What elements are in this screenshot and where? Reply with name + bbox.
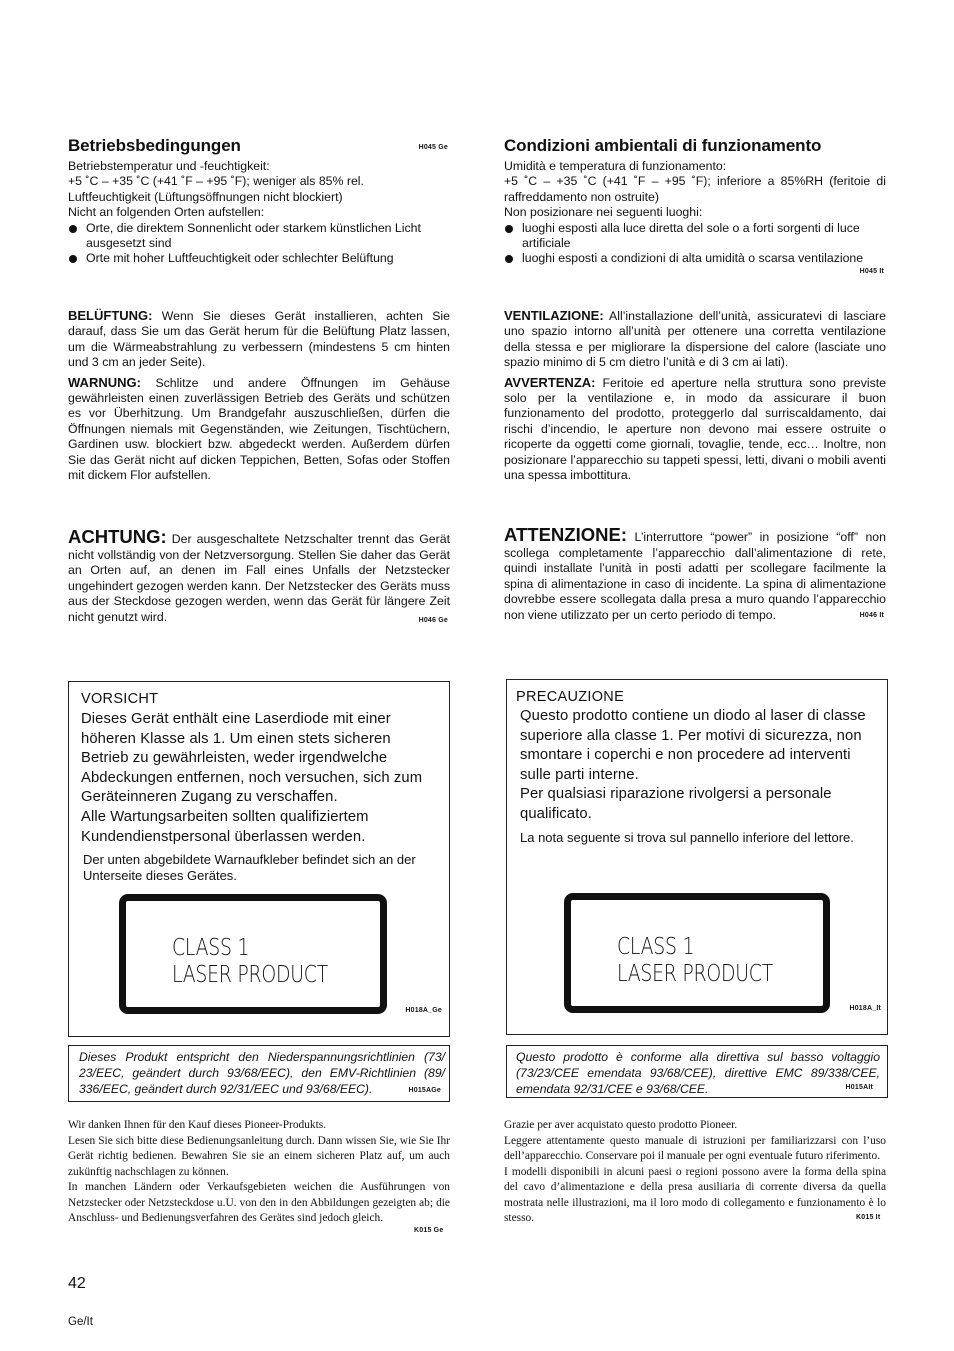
it-thanks-text: Grazie per aver acquistato questo prodotto Pioneer. Leggere attentamente questo manuale di istruzioni per familiarizzarsi con l’uso dell’apparecchio. Conservare poi il manuale per ogni eventuale futuro riferimento. I modelli disponibili in alcuni paesi o regioni possono avere la forma della spina del cavo d’alimentazione e della presa ausiliaria di corrente diversa da quella mostrata nelle illustrazioni, ma il loro modo di collegamento e funzionamento è lo stesso. <box>504 1119 886 1224</box>
de-env-title: Betriebsbedingungen <box>68 136 241 155</box>
it-laser-title: PRECAUZIONE <box>516 689 625 705</box>
de-thanks-text: Wir danken Ihnen für den Kauf dieses Pioneer-Produkts. Lesen Sie sich bitte diese Bedienungsanleitung durch. Dann wissen Sie, wie Sie Ihr Gerät richtig bedienen. Bewahren Sie sie an einem sicheren Platz auf, um auch zukünftig nachschlagen zu können. In manchen Ländern oder Verkaufsgebieten weichen die Ausführungen von Netzstecker oder Netzsteckdose u.U. von den in den Abbildungen gezeigten ab; die Anschluss- und Bedienungsverfahren des Gerätes sind jedoch gleich. <box>68 1119 450 1224</box>
page-number: 42 <box>68 1275 86 1292</box>
de-env-code: H045 Ge <box>418 144 448 151</box>
it-directive-box <box>506 1045 888 1098</box>
de-warn-lead: WARNUNG: <box>68 374 141 390</box>
it-warn-text: Feritoie ed aperture nella struttura sono previste solo per la ventilazione e, in modo da assicurare il buon funzionamento del prodotto, proteggerlo dal surriscaldamento, dai rischi d’incendio, le aperture non devono mai essere ostruite o ricoperte da oggetti come giornali, tovaglie, tende, ecc… Inoltre, non posizionare l’apparecchio su tappeti spessi, letti, divani o mobili aventi una spessa imbottitura. <box>504 375 886 483</box>
it-label-line2: LASER PRODUCT <box>617 961 773 987</box>
de-warn-text: Schlitze und andere Öffnungen im Gehäuse gewährleisten einen zuverlässigen Betrieb des Geräts und schützen es vor Überhitzung. Um Brandgefahr auszuschließen, dürfen die Öffnungen niemals mit Gegenständen, wie Zeitungen, Tischtüchern, Gardinen usw. blockiert bzw. abgedeckt werden. Außerdem dürfen Sie das Gerät nicht auf dicken Teppichen, Betten, Sofas oder Stoffen mit dickem Flor aufstellen. <box>68 375 450 483</box>
bullet-icon <box>69 225 77 233</box>
it-ventilation <box>504 308 886 483</box>
it-warn-lead: AVVERTENZA: <box>504 374 596 390</box>
it-caution-code: H046 It <box>859 611 884 619</box>
de-env-line3: Nicht an folgenden Orten aufstellen: <box>68 205 265 220</box>
it-operating-conditions <box>504 136 886 277</box>
de-laser-warning-box <box>68 681 450 1037</box>
it-env-bullet-2: luoghi esposti a condizioni di alta umidità o scarsa ventilazione <box>504 251 886 266</box>
it-caution <box>504 524 886 624</box>
it-env-bullet-1: luoghi esposti alla luce diretta del sole o a forti sorgenti di luce artificiale <box>504 221 886 252</box>
it-directive-text: Questo prodotto è conforme alla direttiva sul basso voltaggio (73/23/CEE emendata 93/68/CEE), direttive EMC 89/338/CEE, emendata 92/31/CEE e 93/68/CEE. <box>516 1050 880 1096</box>
it-thanks-code: K015 It <box>856 1214 881 1221</box>
it-directive-code: H015AIt <box>845 1084 873 1091</box>
it-laser-code: H018A_It <box>849 1005 881 1012</box>
it-laser-text2: Per qualsiasi riparazione rivolgersi a personale qualificato. <box>520 786 832 822</box>
de-directive-box <box>68 1045 450 1102</box>
bullet-icon <box>505 255 513 263</box>
it-env-line2: +5 ˚C – +35 ˚C (+41 ˚F – +95 ˚F); inferiore a 85%RH (feritoie di raffreddamento non ostruite) <box>504 174 886 204</box>
de-label-line1: CLASS 1 <box>172 935 250 961</box>
de-laser-text: Dieses Gerät enthält eine Laserdiode mit einer höheren Klasse als 1. Um einen stets sicheren Betrieb zu gewährleisten, weder irgendwelche Abdeckungen entfernen, noch versuchen, sich zum Geräteinneren Zugang zu verschaffen. <box>81 711 423 806</box>
bullet-icon <box>69 255 77 263</box>
it-laser-text: Questo prodotto contiene un diodo al laser di classe superiore alla classe 1. Per motivi di sicurezza, non smontare i coperchi e non procedere ad interventi sulle parti interne. <box>520 708 866 783</box>
de-class1-laser-label <box>119 894 387 1014</box>
it-laser-note: La nota seguente si trova sul pannello inferiore del lettore. <box>520 830 854 845</box>
de-caution-code: H046 Ge <box>418 616 448 624</box>
de-caution <box>68 526 450 626</box>
de-vent-text: Wenn Sie dieses Gerät installieren, achten Sie darauf, dass Sie um das Gerät herum für die Belüftung Platz lassen, um die Wärmeabstrahlung zu verbessern (mindestens 5 cm hinten und 3 cm an jeder Seite). <box>68 309 450 370</box>
de-laser-code: H018A_Ge <box>405 1007 442 1014</box>
de-caution-lead: ACHTUNG: <box>68 526 167 547</box>
de-directive-text: Dieses Produkt entspricht den Niederspannungsrichtlinien (73/ 23/EEC, geändert durch 93/68/EEC), den EMV-Richtlinien (89/ 336/EEC, geändert durch 92/31/EEC und 93/68/EEC). <box>79 1050 445 1096</box>
de-env-bullet-1: Orte, die direktem Sonnenlicht oder starkem künstlichen Licht ausgesetzt sind <box>68 221 450 252</box>
it-env-line1: Umidità e temperatura di funzionamento: <box>504 159 727 173</box>
de-vent-lead: BELÜFTUNG: <box>68 308 153 323</box>
it-label-line1: CLASS 1 <box>617 934 695 960</box>
it-class1-laser-label <box>564 893 830 1013</box>
bullet-icon <box>505 225 513 233</box>
de-env-bullet-2: Orte mit hoher Luftfeuchtigkeit oder schlechter Belüftung <box>68 251 450 266</box>
de-env-line1: Betriebstemperatur und -feuchtigkeit: <box>68 159 270 173</box>
it-env-title: Condizioni ambientali di funzionamento <box>504 136 822 155</box>
it-caution-lead: ATTENZIONE: <box>504 524 627 545</box>
de-laser-text2: Alle Wartungsarbeiten sollten qualifiziertem Kundendienstpersonal überlassen werden. <box>81 808 369 845</box>
de-label-line2: LASER PRODUCT <box>172 962 328 988</box>
de-laser-title: VORSICHT <box>81 691 159 707</box>
de-thanks-code: K015 Ge <box>414 1227 444 1234</box>
it-env-line3: Non posizionare nei seguenti luoghi: <box>504 205 703 220</box>
de-ventilation <box>68 308 450 483</box>
language-code: Ge/It <box>68 1316 93 1328</box>
it-laser-warning-box <box>506 679 888 1035</box>
it-vent-text: All’installazione dell’unità, assicuratevi di lasciare uno spazio intorno all’unità per ottenere una corretta ventilazione della stessa e per migliorare la dispersione del calore (lasciate uno spazio minimo di 5 cm dietro l’unità e di 3 cm ai lati). <box>504 309 886 370</box>
de-directive-code: H015AGe <box>408 1087 441 1094</box>
de-caution-text: Der ausgeschaltete Netzschalter trennt das Gerät nicht vollständig von der Netzversorgung. Stellen Sie daher das Gerät an Orten auf, an denen im Fall eines Unfalls der Netzstecker ungehindert gezogen werden kann. Der Netzstecker des Geräts muss aus der Steckdose gezogen werden, wenn das Gerät für längere Zeit nicht genutzt wird. <box>68 532 450 624</box>
it-env-code: H045 It <box>859 267 884 275</box>
de-operating-conditions <box>68 136 450 267</box>
de-env-line2: +5 ˚C – +35 ˚C (+41 ˚F – +95 ˚F); weniger als 85% rel. Luftfeuchtigkeit (Lüftungsöffnungen nicht blockiert) <box>68 174 364 204</box>
it-caution-text: L’interruttore “power” in posizione “off” non scollega completamente l’apparecchio dall’alimentazione di rete, quindi installate l’unità in posti adatti per scollegare facilmente la spina di alimentazione in caso di incidente. La spina di alimentazione dovrebbe essere scollegata dalla presa a muro quando l’apparecchio non viene utilizzato per un certo periodo di tempo. <box>504 530 886 622</box>
de-laser-note: Der unten abgebildete Warnaufkleber befindet sich an der Unterseite dieses Gerätes. <box>83 852 416 883</box>
it-vent-lead: VENTILAZIONE: <box>504 308 604 323</box>
